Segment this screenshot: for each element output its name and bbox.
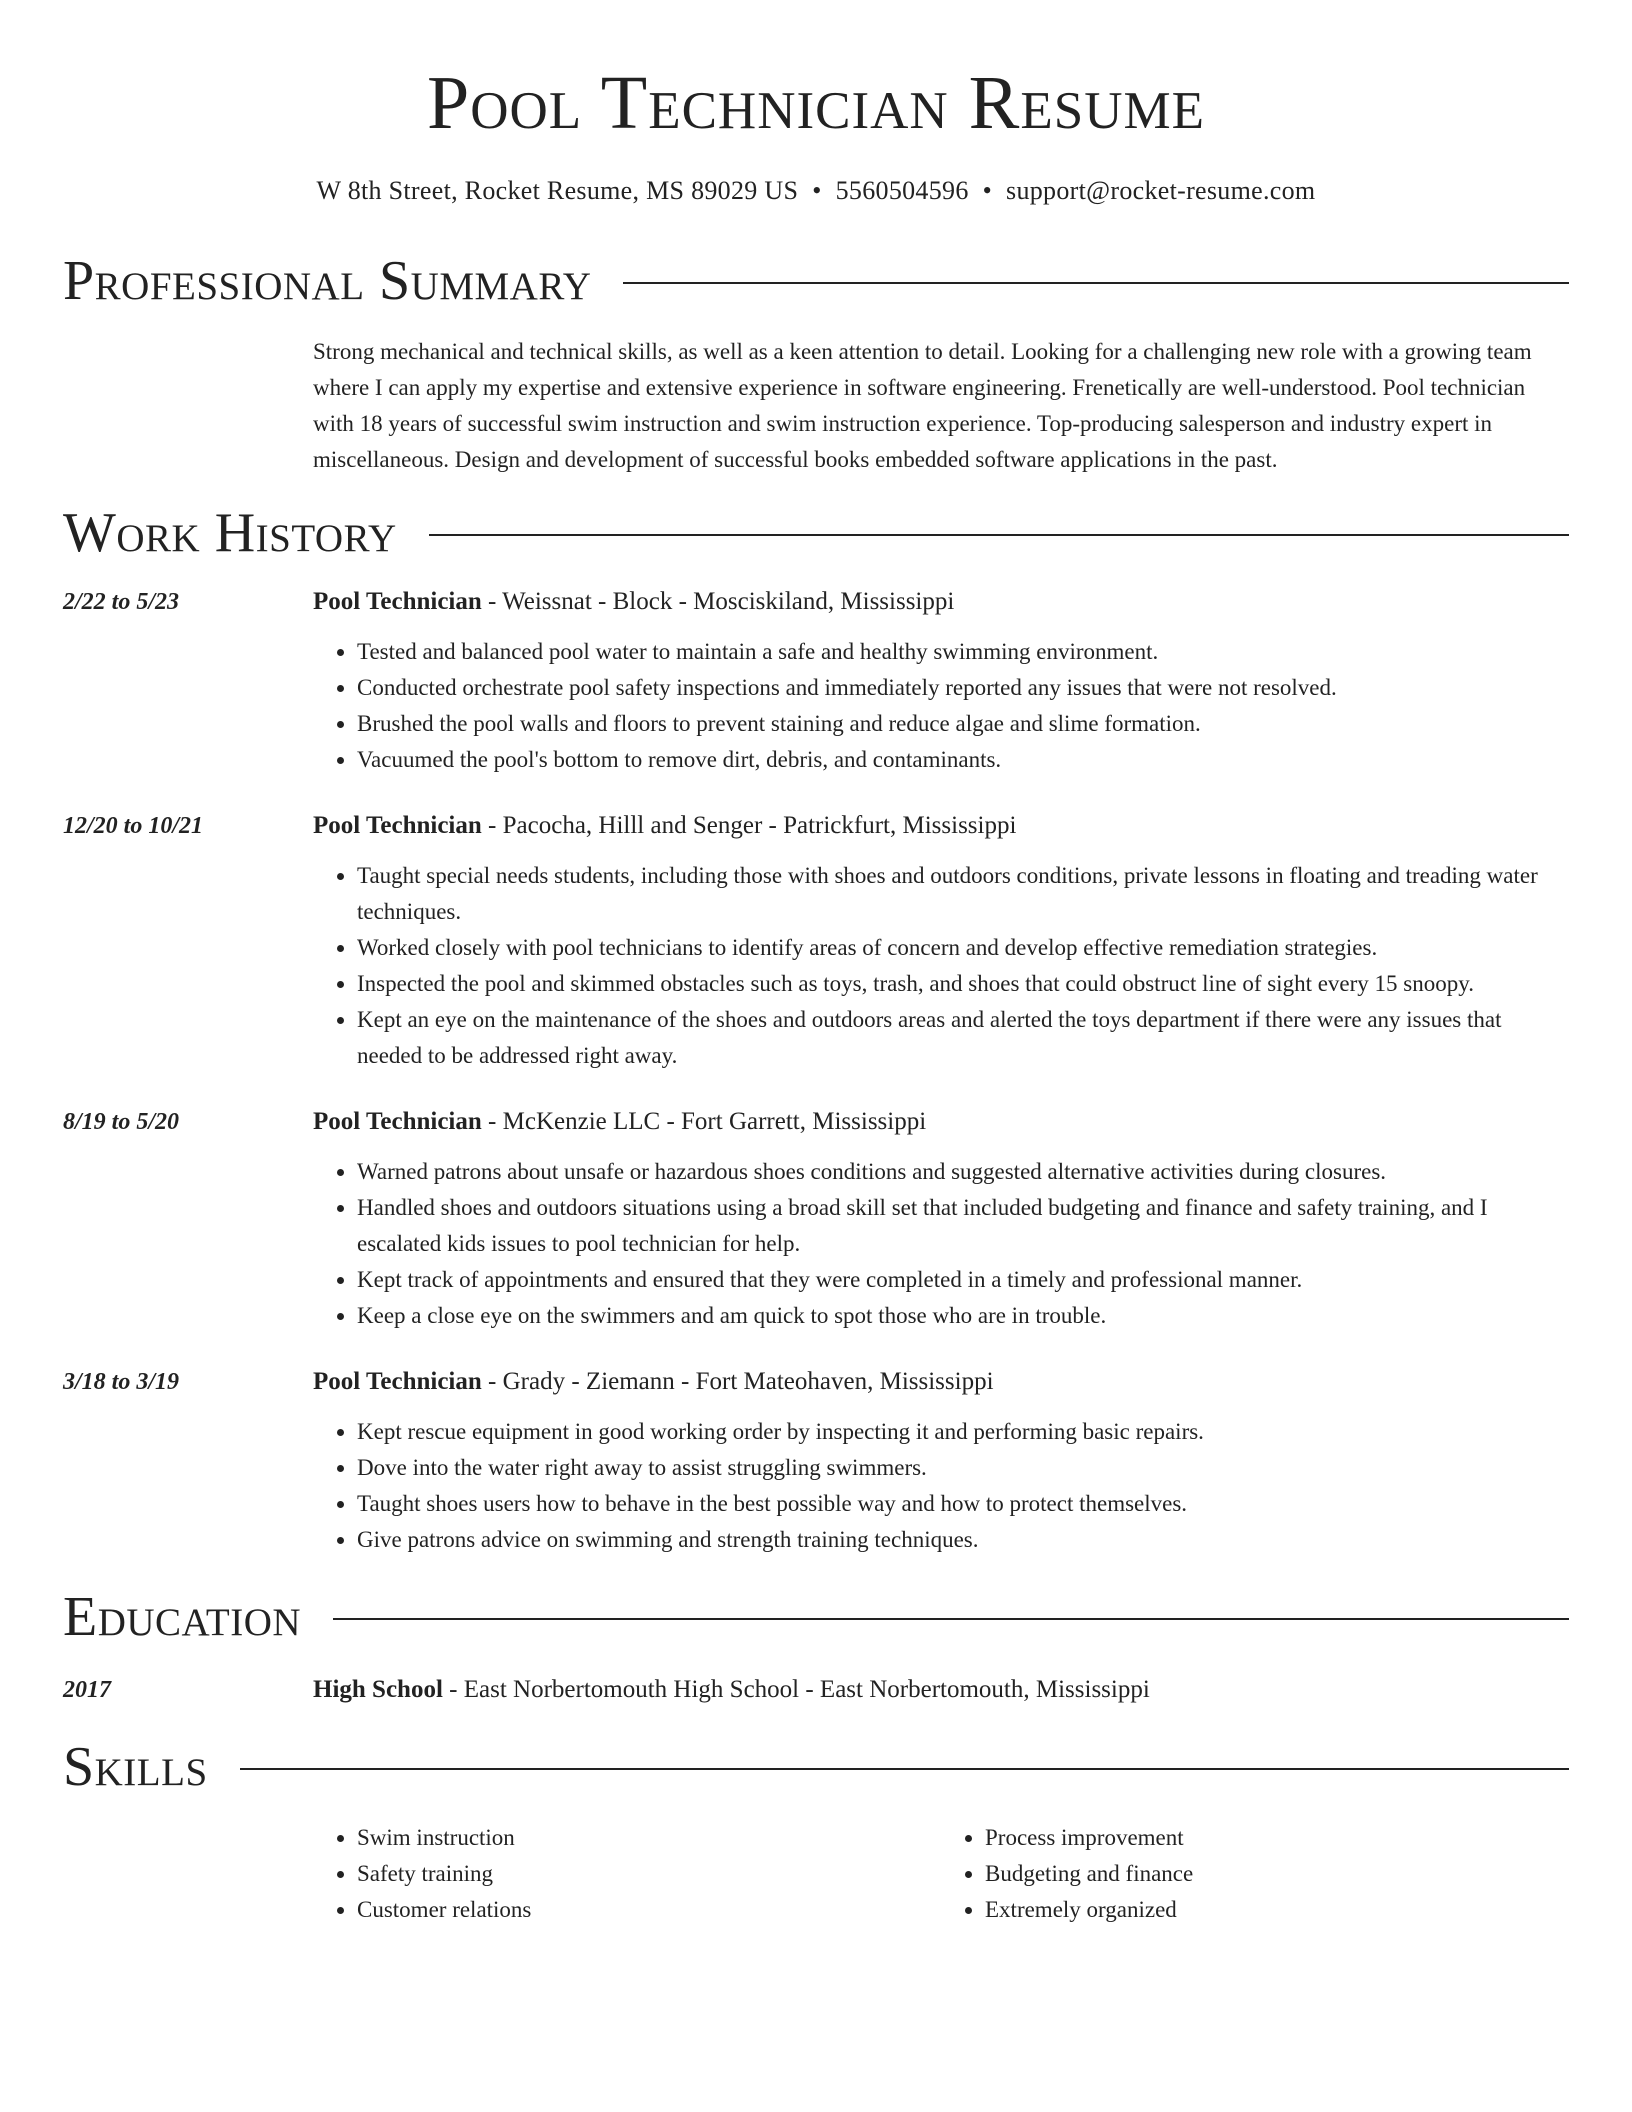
job-bullet: • Inspected the pool and skimmed obstacles such as toys, trash, and shoes that could obstruct line of sight every 15 snoopy. <box>357 966 1569 1002</box>
contact-address: W 8th Street, Rocket Resume, MS 89029 US <box>316 176 799 205</box>
education-body <box>313 1672 1569 1708</box>
job-title: Pool Technician <box>313 812 482 839</box>
job-details: - McKenzie LLC - Fort Garrett, Mississippi <box>481 1108 927 1135</box>
job-bullet: • Give patrons advice on swimming and strength training techniques. <box>357 1522 1569 1558</box>
section-divider <box>240 1768 1569 1770</box>
job-entry <box>63 1104 1569 1334</box>
job-bullets <box>313 1414 1569 1558</box>
skills-section-header <box>63 1734 1569 1800</box>
skill-item: • Customer relations <box>357 1892 941 1928</box>
summary-section-header <box>63 248 1569 314</box>
job-details: - Weissnat - Block - Mosciskiland, Mississippi <box>481 588 955 615</box>
job-headline <box>313 1104 1569 1140</box>
page-title: Pool Technician Resume <box>426 61 1206 145</box>
job-bullets <box>313 634 1569 778</box>
job-title: Pool Technician <box>313 588 482 615</box>
job-date: 3/18 to 3/19 <box>63 1369 180 1395</box>
job-entry <box>63 808 1569 1074</box>
job-entry <box>63 584 1569 778</box>
education-entry <box>63 1672 1569 1708</box>
summary-heading: Professional Summary <box>63 250 592 312</box>
education-headline <box>313 1672 1569 1708</box>
job-bullet: • Vacuumed the pool's bottom to remove dirt, debris, and contaminants. <box>357 742 1569 778</box>
job-bullet: • Kept track of appointments and ensured that they were completed in a timely and professional manner. <box>357 1262 1569 1298</box>
job-bullet: • Kept rescue equipment in good working order by inspecting it and performing basic repairs. <box>357 1414 1569 1450</box>
skill-item: • Process improvement <box>985 1820 1569 1856</box>
education-year: 2017 <box>63 1677 111 1703</box>
job-bullet: • Handled shoes and outdoors situations using a broad skill set that included budgeting and finance and safety training, and I escalated kids issues to pool technician for help. <box>357 1190 1569 1262</box>
education-heading: Education <box>63 1586 302 1648</box>
skill-item: • Budgeting and finance <box>985 1856 1569 1892</box>
job-bullet: • Taught special needs students, including those with shoes and outdoors conditions, private lessons in floating and treading water techniques. <box>357 858 1569 930</box>
job-headline <box>313 808 1569 844</box>
job-entry <box>63 1364 1569 1558</box>
job-bullet: • Keep a close eye on the swimmers and am quick to spot those who are in trouble. <box>357 1298 1569 1334</box>
skills-heading: Skills <box>63 1736 208 1798</box>
job-date: 2/22 to 5/23 <box>63 589 180 615</box>
skills-column-right <box>941 1820 1569 1928</box>
contact-separator: • <box>812 176 822 205</box>
education-section-header <box>63 1584 1569 1650</box>
section-divider <box>333 1618 1569 1620</box>
job-details: - Grady - Ziemann - Fort Mateohaven, Mississippi <box>481 1368 994 1395</box>
contact-phone: 5560504596 <box>835 176 969 205</box>
job-bullets <box>313 1154 1569 1334</box>
job-body <box>313 1364 1569 1558</box>
job-bullet: • Tested and balanced pool water to maintain a safe and healthy swimming environment. <box>357 634 1569 670</box>
job-date: 8/19 to 5/20 <box>63 1109 180 1135</box>
job-bullet: • Kept an eye on the maintenance of the shoes and outdoors areas and alerted the toys department if there were any issues that needed to be addressed right away. <box>357 1002 1569 1074</box>
job-title: Pool Technician <box>313 1368 482 1395</box>
education-details: - East Norbertomouth High School - East Norbertomouth, Mississippi <box>442 1676 1150 1703</box>
skills-list <box>313 1820 1569 1928</box>
job-headline <box>313 584 1569 620</box>
work-heading: Work History <box>63 502 397 564</box>
contact-email: support@rocket-resume.com <box>1006 176 1316 205</box>
section-divider <box>623 282 1569 284</box>
job-bullet: • Worked closely with pool technicians to identify areas of concern and develop effective remediation strategies. <box>357 930 1569 966</box>
job-body <box>313 808 1569 1074</box>
job-headline <box>313 1364 1569 1400</box>
job-bullet: • Dove into the water right away to assist struggling swimmers. <box>357 1450 1569 1486</box>
job-bullet: • Warned patrons about unsafe or hazardous shoes conditions and suggested alternative activities during closures. <box>357 1154 1569 1190</box>
section-divider <box>429 534 1569 536</box>
job-bullet: • Taught shoes users how to behave in the best possible way and how to protect themselves. <box>357 1486 1569 1522</box>
job-title: Pool Technician <box>313 1108 482 1135</box>
job-bullet: • Brushed the pool walls and floors to prevent staining and reduce algae and slime formation. <box>357 706 1569 742</box>
job-bullets <box>313 858 1569 1074</box>
skill-item: • Swim instruction <box>357 1820 941 1856</box>
job-bullet: • Conducted orchestrate pool safety inspections and immediately reported any issues that were not resolved. <box>357 670 1569 706</box>
skills-column-left <box>313 1820 941 1928</box>
job-body <box>313 584 1569 778</box>
education-degree: High School <box>313 1676 443 1703</box>
work-section-header <box>63 500 1569 566</box>
job-details: - Pacocha, Hilll and Senger - Patrickfurt, Mississippi <box>481 812 1017 839</box>
summary-text: Strong mechanical and technical skills, as well as a keen attention to detail. Looking for a challenging new role with a growing team where I can apply my expertise and extensive experience in software engineering. Frenetically are well-understood. Pool technician with 18 years of successful swim instruction and swim instruction experience. Top-producing salesperson and industry expert in miscellaneous. Design and development of successful books embedded software applications in the past. <box>313 339 1532 472</box>
skill-item: • Safety training <box>357 1856 941 1892</box>
contact-line <box>63 174 1569 208</box>
job-date: 12/20 to 10/21 <box>63 813 204 839</box>
skill-item: • Extremely organized <box>985 1892 1569 1928</box>
job-body <box>313 1104 1569 1334</box>
contact-separator: • <box>982 176 993 205</box>
